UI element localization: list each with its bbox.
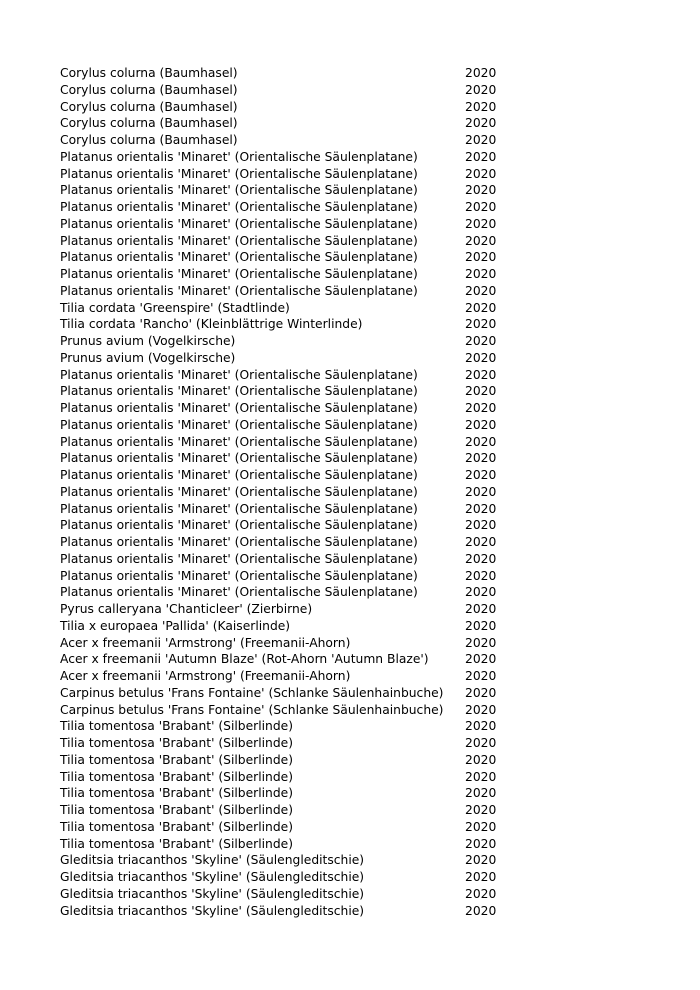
list-row: [60, 702, 520, 719]
tree-name: Acer x freemanii 'Autumn Blaze' (Rot-Ahorn 'Autumn Blaze'): [60, 652, 429, 667]
planting-year: 2020: [465, 870, 497, 884]
list-row: [60, 149, 520, 166]
planting-year: 2020: [465, 484, 497, 499]
list-row: [60, 635, 520, 652]
list-row: [60, 467, 520, 484]
tree-name: Corylus colurna (Baumhasel): [60, 116, 238, 131]
tree-name: Tilia tomentosa 'Brabant' (Silberlinde): [60, 786, 294, 801]
tree-name: Pyrus calleryana 'Chanticleer' (Zierbirne): [60, 602, 313, 616]
planting-year: 2020: [465, 853, 497, 868]
planting-year: 2020: [465, 82, 497, 97]
list-row: [60, 216, 520, 233]
planting-year: 2020: [465, 702, 497, 717]
list-row: [60, 182, 520, 199]
tree-name: Platanus orientalis 'Minaret' (Orientalische Säulenplatane): [60, 551, 418, 566]
tree-name: Tilia tomentosa 'Brabant' (Silberlinde): [60, 803, 294, 817]
tree-name: Corylus colurna (Baumhasel): [60, 82, 238, 97]
tree-name: Prunus avium (Vogelkirsche): [60, 350, 236, 365]
tree-name: Corylus colurna (Baumhasel): [60, 133, 238, 147]
tree-name: Platanus orientalis 'Minaret' (Orientalische Säulenplatane): [60, 451, 418, 466]
planting-year: 2020: [465, 384, 497, 399]
list-row: [60, 367, 520, 384]
tree-name: Corylus colurna (Baumhasel): [60, 66, 238, 80]
tree-name: Tilia tomentosa 'Brabant' (Silberlinde): [60, 769, 294, 784]
planting-year: 2020: [465, 635, 497, 650]
planting-year: 2020: [465, 685, 497, 700]
planting-year: 2020: [465, 200, 497, 214]
list-row: [60, 785, 520, 802]
planting-year: 2020: [465, 585, 497, 600]
planting-year: 2020: [465, 283, 497, 298]
tree-name: Prunus avium (Vogelkirsche): [60, 334, 236, 348]
list-row: [60, 735, 520, 752]
tree-name: Tilia tomentosa 'Brabant' (Silberlinde): [60, 819, 294, 834]
tree-name: Tilia tomentosa 'Brabant' (Silberlinde): [60, 719, 294, 734]
tree-name: Platanus orientalis 'Minaret' (Orientalische Säulenplatane): [60, 434, 418, 449]
tree-name: Corylus colurna (Baumhasel): [60, 99, 238, 114]
planting-year: 2020: [465, 417, 497, 432]
list-row: [60, 685, 520, 702]
list-row: [60, 417, 520, 434]
planting-year: 2020: [465, 166, 497, 181]
planting-year: 2020: [465, 551, 497, 566]
list-row: [60, 802, 520, 819]
tree-name: Tilia tomentosa 'Brabant' (Silberlinde): [60, 752, 294, 767]
list-row: [60, 450, 520, 467]
planting-year: 2020: [465, 769, 497, 784]
list-row: [60, 886, 520, 903]
list-row: [60, 752, 520, 769]
tree-name: Platanus orientalis 'Minaret' (Orientalische Säulenplatane): [60, 216, 418, 231]
tree-name: Platanus orientalis 'Minaret' (Orientalische Säulenplatane): [60, 568, 418, 583]
planting-year: 2020: [465, 602, 497, 616]
list-row: [60, 266, 520, 283]
planting-year: 2020: [465, 133, 497, 147]
tree-name: Platanus orientalis 'Minaret' (Orientalische Säulenplatane): [60, 518, 418, 533]
list-row: [60, 501, 520, 518]
list-row: [60, 651, 520, 668]
planting-year: 2020: [465, 652, 497, 667]
list-row: [60, 316, 520, 333]
planting-year: 2020: [465, 786, 497, 801]
tree-name: Platanus orientalis 'Minaret' (Orientalische Säulenplatane): [60, 535, 418, 549]
tree-name: Platanus orientalis 'Minaret' (Orientalische Säulenplatane): [60, 200, 418, 214]
list-row: [60, 300, 520, 317]
list-row: [60, 718, 520, 735]
list-row: [60, 350, 520, 367]
tree-name: Gleditsia triacanthos 'Skyline' (Säulengleditschie): [60, 853, 365, 868]
planting-year: 2020: [465, 350, 497, 365]
planting-year: 2020: [465, 66, 497, 80]
tree-name: Platanus orientalis 'Minaret' (Orientalische Säulenplatane): [60, 233, 418, 248]
list-row: [60, 383, 520, 400]
list-row: [60, 568, 520, 585]
tree-name: Platanus orientalis 'Minaret' (Orientalische Säulenplatane): [60, 149, 418, 164]
tree-name: Carpinus betulus 'Frans Fontaine' (Schlanke Säulenhainbuche): [60, 685, 444, 700]
list-row: [60, 82, 520, 99]
planting-year: 2020: [465, 99, 497, 114]
planting-year: 2020: [465, 233, 497, 248]
planting-year: 2020: [465, 267, 497, 281]
list-row: [60, 400, 520, 417]
planting-year: 2020: [465, 216, 497, 231]
planting-year: 2020: [465, 434, 497, 449]
list-row: [60, 584, 520, 601]
tree-name: Gleditsia triacanthos 'Skyline' (Säulengleditschie): [60, 886, 365, 901]
planting-year: 2020: [465, 300, 497, 315]
tree-name: Platanus orientalis 'Minaret' (Orientalische Säulenplatane): [60, 484, 418, 499]
tree-name: Platanus orientalis 'Minaret' (Orientalische Säulenplatane): [60, 267, 418, 281]
list-row: [60, 534, 520, 551]
list-row: [60, 869, 520, 886]
tree-name: Platanus orientalis 'Minaret' (Orientalische Säulenplatane): [60, 183, 418, 198]
tree-name: Platanus orientalis 'Minaret' (Orientalische Säulenplatane): [60, 384, 418, 399]
list-row: [60, 132, 520, 149]
list-row: [60, 233, 520, 250]
list-row: [60, 166, 520, 183]
tree-name: Platanus orientalis 'Minaret' (Orientalische Säulenplatane): [60, 367, 418, 382]
tree-list: [60, 65, 520, 919]
planting-year: 2020: [465, 903, 497, 918]
planting-year: 2020: [465, 334, 497, 348]
tree-name: Gleditsia triacanthos 'Skyline' (Säulengleditschie): [60, 870, 365, 884]
planting-year: 2020: [465, 803, 497, 817]
planting-year: 2020: [465, 367, 497, 382]
planting-year: 2020: [465, 116, 497, 131]
tree-name: Platanus orientalis 'Minaret' (Orientalische Säulenplatane): [60, 585, 418, 600]
planting-year: 2020: [465, 250, 497, 265]
tree-name: Acer x freemanii 'Armstrong' (Freemanii-Ahorn): [60, 635, 351, 650]
planting-year: 2020: [465, 518, 497, 533]
planting-year: 2020: [465, 836, 497, 851]
list-row: [60, 434, 520, 451]
tree-name: Tilia cordata 'Rancho' (Kleinblättrige Winterlinde): [60, 317, 363, 332]
tree-name: Platanus orientalis 'Minaret' (Orientalische Säulenplatane): [60, 401, 418, 415]
list-row: [60, 283, 520, 300]
tree-name: Platanus orientalis 'Minaret' (Orientalische Säulenplatane): [60, 166, 418, 181]
list-row: [60, 333, 520, 350]
tree-name: Platanus orientalis 'Minaret' (Orientalische Säulenplatane): [60, 250, 418, 265]
planting-year: 2020: [465, 401, 497, 415]
planting-year: 2020: [465, 535, 497, 549]
planting-year: 2020: [465, 736, 497, 750]
planting-year: 2020: [465, 568, 497, 583]
planting-year: 2020: [465, 183, 497, 198]
list-row: [60, 484, 520, 501]
list-row: [60, 249, 520, 266]
tree-name: Platanus orientalis 'Minaret' (Orientalische Säulenplatane): [60, 417, 418, 432]
tree-name: Platanus orientalis 'Minaret' (Orientalische Säulenplatane): [60, 468, 418, 482]
list-row: [60, 668, 520, 685]
list-row: [60, 819, 520, 836]
tree-name: Carpinus betulus 'Frans Fontaine' (Schlanke Säulenhainbuche): [60, 702, 444, 717]
planting-year: 2020: [465, 501, 497, 516]
tree-name: Tilia tomentosa 'Brabant' (Silberlinde): [60, 836, 294, 851]
list-row: [60, 99, 520, 116]
list-row: [60, 903, 520, 920]
planting-year: 2020: [465, 317, 497, 332]
list-row: [60, 517, 520, 534]
planting-year: 2020: [465, 451, 497, 466]
list-row: [60, 836, 520, 853]
list-row: [60, 199, 520, 216]
tree-name: Gleditsia triacanthos 'Skyline' (Säulengleditschie): [60, 903, 365, 918]
planting-year: 2020: [465, 819, 497, 834]
list-row: [60, 551, 520, 568]
tree-name: Tilia x europaea 'Pallida' (Kaiserlinde): [60, 618, 291, 633]
tree-name: Acer x freemanii 'Armstrong' (Freemanii-Ahorn): [60, 669, 351, 683]
list-row: [60, 115, 520, 132]
planting-year: 2020: [465, 719, 497, 734]
list-row: [60, 618, 520, 635]
tree-name: Platanus orientalis 'Minaret' (Orientalische Säulenplatane): [60, 283, 418, 298]
list-row: [60, 852, 520, 869]
list-row: [60, 601, 520, 618]
tree-name: Tilia cordata 'Greenspire' (Stadtlinde): [60, 300, 290, 315]
planting-year: 2020: [465, 752, 497, 767]
planting-year: 2020: [465, 149, 497, 164]
tree-name: Platanus orientalis 'Minaret' (Orientalische Säulenplatane): [60, 501, 418, 516]
planting-year: 2020: [465, 618, 497, 633]
planting-year: 2020: [465, 468, 497, 482]
tree-name: Tilia tomentosa 'Brabant' (Silberlinde): [60, 736, 294, 750]
planting-year: 2020: [465, 886, 497, 901]
list-row: [60, 65, 520, 82]
list-row: [60, 769, 520, 786]
planting-year: 2020: [465, 669, 497, 683]
